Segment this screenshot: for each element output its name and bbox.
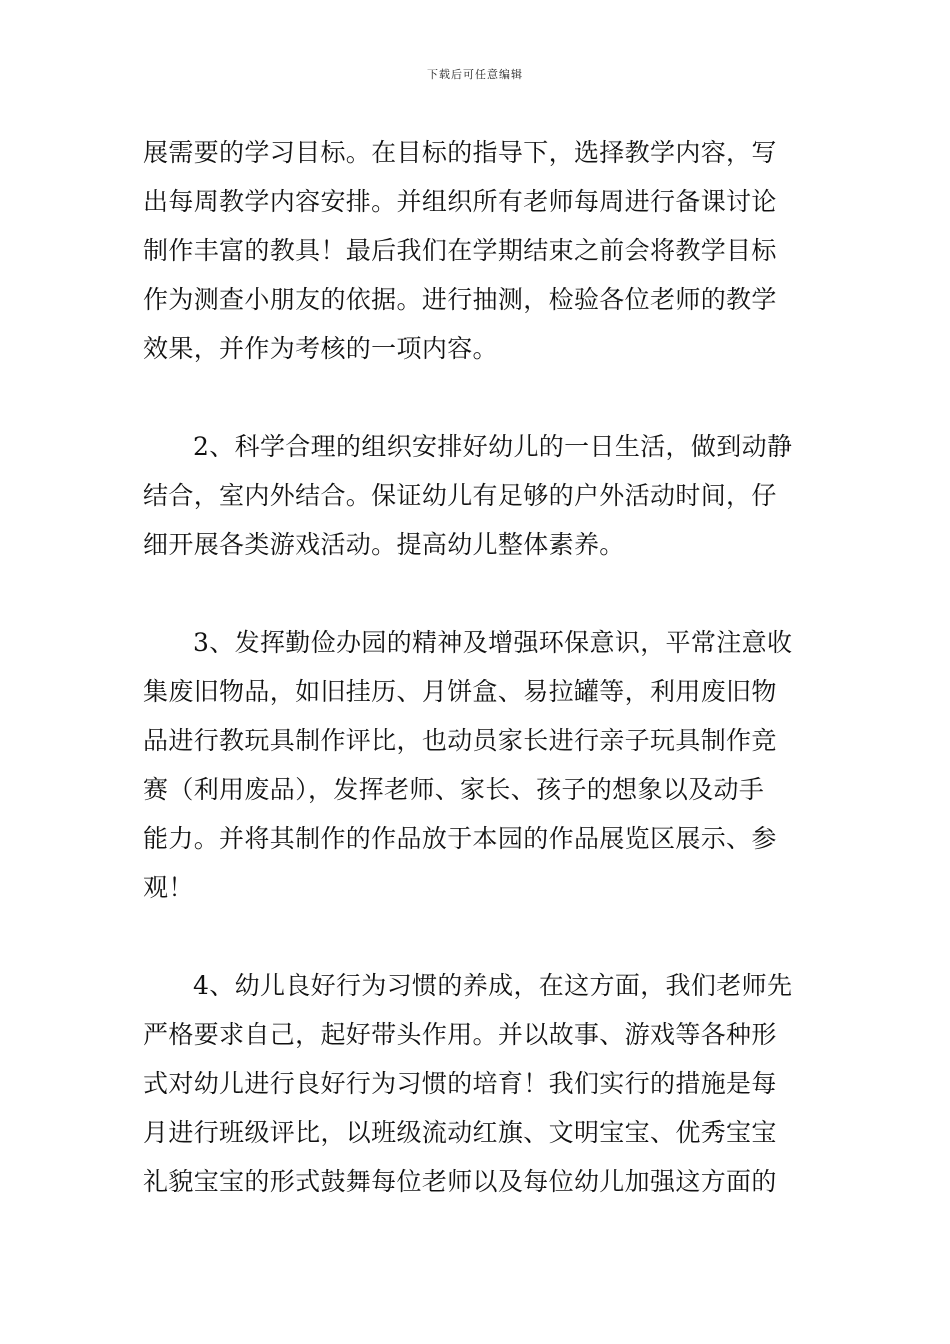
text-line: 细开展各类游戏活动。提高幼儿整体素养。 [143, 530, 625, 559]
text-line: 观！ [143, 873, 194, 902]
paragraph-spacer [143, 912, 811, 961]
paragraph-1 [143, 128, 811, 373]
text-line: 集废旧物品，如旧挂历、月饼盒、易拉罐等，利用废旧物 [143, 677, 777, 706]
text-line: 品进行教玩具制作评比，也动员家长进行亲子玩具制作竞 [143, 726, 777, 755]
page-header: 下载后可任意编辑 [427, 68, 523, 81]
text-line: 制作丰富的教具！最后我们在学期结束之前会将教学目标 [143, 236, 777, 265]
text-line: 严格要求自己，起好带头作用。并以故事、游戏等各种形 [143, 1020, 777, 1049]
paragraph-2 [143, 422, 811, 569]
text-line: 作为测查小朋友的依据。进行抽测，检验各位老师的教学 [143, 285, 777, 314]
text-line: 赛（利用废品），发挥老师、家长、孩子的想象以及动手 [143, 775, 765, 804]
text-line: 出每周教学内容安排。并组织所有老师每周进行备课讨论 [143, 187, 777, 216]
document-body [143, 128, 811, 1206]
text-line: 4、幼儿良好行为习惯的养成，在这方面，我们老师先 [193, 971, 793, 1000]
text-line: 月进行班级评比，以班级流动红旗、文明宝宝、优秀宝宝 [143, 1118, 777, 1147]
text-line: 式对幼儿进行良好行为习惯的培育！我们实行的措施是每 [143, 1069, 777, 1098]
paragraph-spacer [143, 373, 811, 422]
text-line: 效果，并作为考核的一项内容。 [143, 334, 498, 363]
paragraph-3 [143, 618, 811, 912]
text-line: 3、发挥勤俭办园的精神及增强环保意识，平常注意收 [193, 628, 793, 657]
paragraph-4 [143, 961, 811, 1206]
text-line: 结合，室内外结合。保证幼儿有足够的户外活动时间，仔 [143, 481, 777, 510]
text-line: 能力。并将其制作的作品放于本园的作品展览区展示、参 [143, 824, 777, 853]
text-line: 2、科学合理的组织安排好幼儿的一日生活，做到动静 [193, 432, 793, 461]
paragraph-spacer [143, 569, 811, 618]
text-line: 礼貌宝宝的形式鼓舞每位老师以及每位幼儿加强这方面的 [143, 1167, 777, 1196]
text-line: 展需要的学习目标。在目标的指导下，选择教学内容，写 [143, 138, 777, 167]
